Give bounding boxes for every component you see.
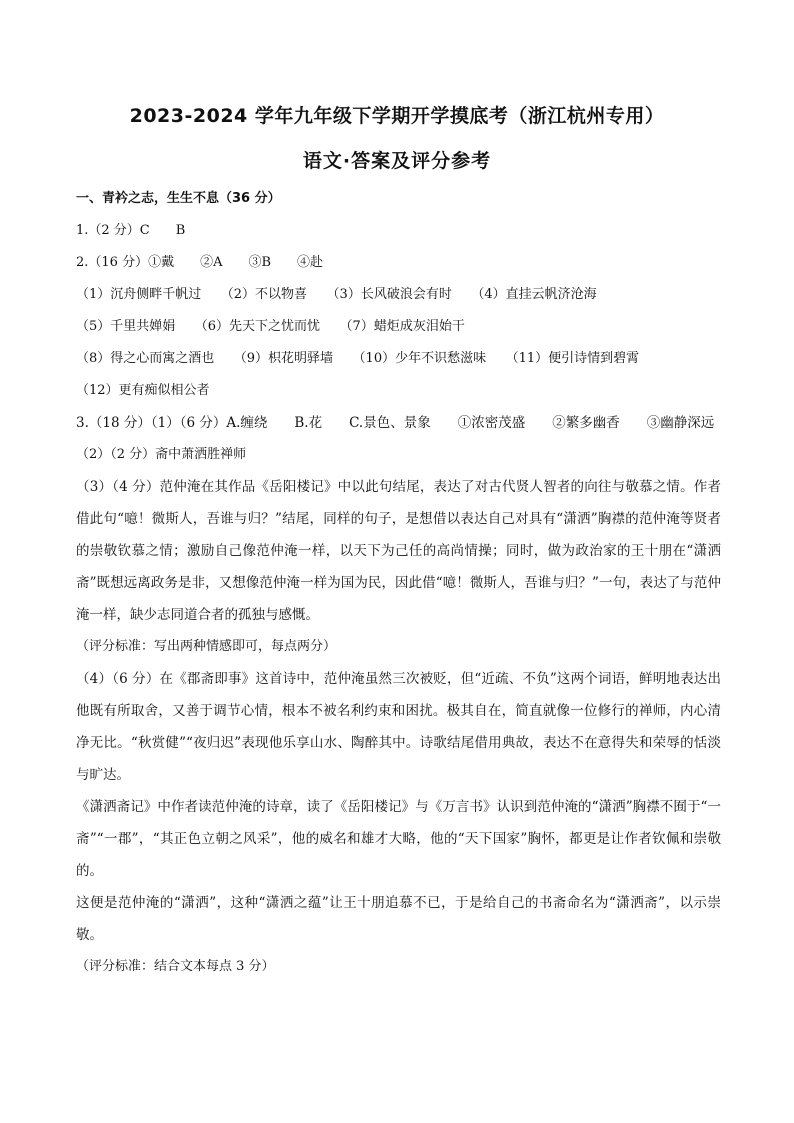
q3-part-2: （2）（2 分）斋中萧洒胜禅师 (76, 447, 247, 462)
page-title: 2023-2024 学年九年级下学期开学摸底考（浙江杭州专用） (129, 105, 665, 127)
q2-line-4: （12）更有痴似相公者 (76, 383, 210, 398)
section-heading: 一、青衿之志，生生不息（36 分） (76, 191, 281, 206)
q2-line-2: （5）千里共婵娟 （6）先天下之忧而忧 （7）蜡炬成灰泪始干 (76, 319, 465, 334)
q3-part-3: （3）（4 分）范仲淹在其作品《岳阳楼记》中以此句结尾，表达了对古代贤人智者的向往与敬慕之情。作者借此句“噫！微斯人，吾谁与归？”结尾，同样的句子，是想借以表达自己对具有“潇洒”胸襟的范仲淹等贤者的崇敬钦慕之情；激励自己像范仲淹一样，以天下为己任的高尚情操；同时，做为政治家的王十朋在“潇洒斋”既想远离政务是非，又想像范仲淹一样为国为民，因此借“噫！微斯人，吾谁与归？”一句，表达了与范仲淹一样，缺少志同道合者的孤独与感慨。 (76, 479, 721, 623)
answer-body (76, 183, 721, 983)
q3-part-4: （4）（6 分）在《郡斋即事》这首诗中，范仲淹虽然三次被贬，但“近疏、不负”这两个词语，鲜明地表达出他既有所取舍，又善于调节心情，根本不被名利约束和困扰。极其自在，简直就像一位修行的禅师，内心清净无比。“秋赏健”“夜归迟”表现他乐享山水、陶醉其中。诗歌结尾借用典故，表达不在意得失和荣辱的恬淡与旷达。 (76, 671, 721, 783)
q1-answer: 1.（2 分）C B (76, 223, 186, 238)
q3-part-3-scoring: （评分标准：写出两种情感即可，每点两分） (76, 639, 337, 654)
q3-part-4-paragraph-3: 这便是范仲淹的“潇洒”，这种“潇洒之蕴”让王十朋追慕不已，于是给自己的书斋命名为“潇洒斋”，以示崇敬。 (76, 895, 721, 943)
page-subtitle: 语文·答案及评分参考 (302, 150, 492, 172)
q2-head: 2.（16 分）①戴 ②A ③B ④赴 (76, 255, 324, 270)
q2-line-1: （1）沉舟侧畔千帆过 （2）不以物喜 （3）长风破浪会有时 （4）直挂云帆济沧海 (76, 287, 597, 302)
q2-line-3: （8）得之心而寓之酒也 （9）枳花明驿墙 （10）少年不识愁滋味 （11）便引诗情到碧霄 (76, 351, 640, 366)
q3-head: 3.（18 分）（1）（6 分）A.缠绕 B.花 C.景色、景象 ①浓密茂盛 ②繁多幽香 ③幽静深远 (76, 415, 715, 431)
q3-part-4-paragraph-2: 《潇洒斋记》中作者读范仲淹的诗章，读了《岳阳楼记》与《万言书》认识到范仲淹的“潇洒”胸襟不囿于“一斋”“一郡”，“其正色立朝之风采”，他的威名和雄才大略，他的“天下国家”胸怀，都更是让作者钦佩和崇敬的。 (76, 799, 721, 879)
q3-part-4-scoring: （评分标准：结合文本每点 3 分） (76, 959, 275, 974)
